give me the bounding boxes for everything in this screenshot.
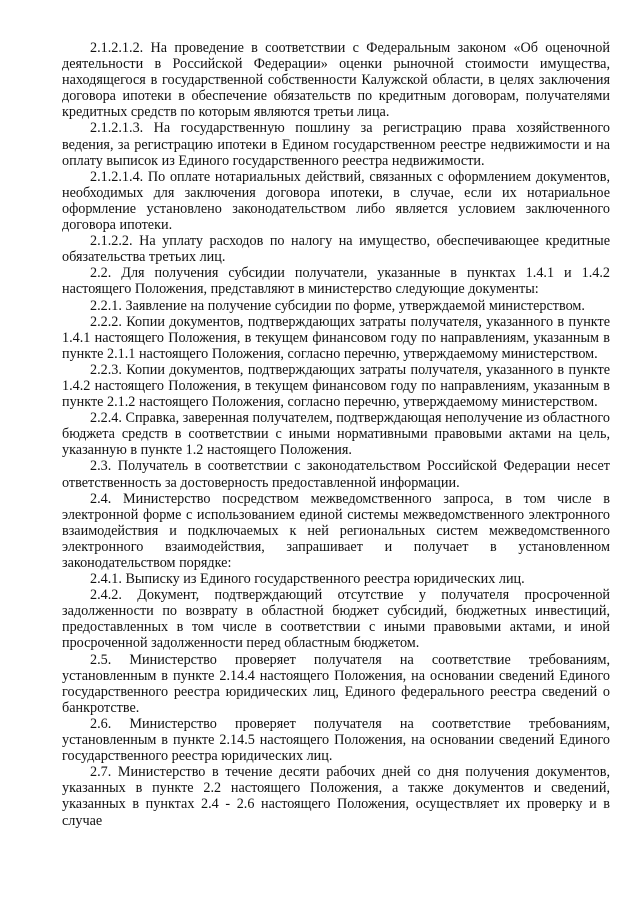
- paragraph-2-5: 2.5. Министерство проверяет получателя на соответствие требованиям, установленным в пункте 2.14.4 настоящего Положения, на основании сведений Единого государственного реестра юридических лиц, Единого федерального реестра сведений о банкротстве.: [62, 651, 610, 716]
- paragraph-2-4-1: 2.4.1. Выписку из Единого государственного реестра юридических лиц.: [90, 571, 525, 588]
- paragraph-2-2-1: 2.2.1. Заявление на получение субсидии по форме, утверждаемой министерством.: [90, 297, 585, 314]
- paragraph-2-1-2-1-3: 2.1.2.1.3. На государственную пошлину за регистрацию права хозяйственного ведения, за регистрацию ипотеки в Едином государственном реестре недвижимости и на оплату выписок из Единого государственного реестра недвижимости.: [62, 120, 610, 169]
- paragraph-2-6: 2.6. Министерство проверяет получателя на соответствие требованиям, установленным в пункте 2.14.5 настоящего Положения, на основании сведений Единого государственного реестра юридических лиц.: [62, 715, 610, 765]
- paragraph-2-2: 2.2. Для получения субсидии получатели, указанные в пунктах 1.4.1 и 1.4.2 настоящего Положения, представляют в министерство следующие документы:: [62, 265, 610, 298]
- paragraph-2-1-2-1-2: 2.1.2.1.2. На проведение в соответствии с Федеральным законом «Об оценочной деятельности в Российской Федерации» оценки рыночной стоимости имущества, находящегося в государственной собственности Калужской области, в целях заключения договора ипотеки в обеспечение обязательств по кредитным договорам, получателями кредитных средств по которым являются третьи лица.: [62, 40, 610, 121]
- paragraph-2-2-2: 2.2.2. Копии документов, подтверждающих затраты получателя, указанного в пункте 1.4.1 настоящего Положения, в текущем финансовом году по направлениям, указанным в пункте 2.1.1 настоящего Положения, согласно перечню, утверждаемому министерством.: [62, 313, 610, 362]
- paragraph-2-2-4: 2.2.4. Справка, заверенная получателем, подтверждающая неполучение из областного бюджета средств в соответствии с иными нормативными правовыми актами на цель, указанную в пункте 1.2 настоящего Положения.: [62, 410, 610, 459]
- paragraph-2-4: 2.4. Министерство посредством межведомственного запроса, в том числе в электронной форме с использованием единой системы межведомственного электронного взаимодействия и подключаемых к ней региональных систем межведомственного электронного взаимодействия, запрашивает и получает в установленном законодательством порядке:: [62, 490, 610, 571]
- paragraph-2-7: 2.7. Министерство в течение десяти рабочих дней со дня получения документов, указанных в пункте 2.2 настоящего Положения, а также документов и сведений, указанных в пунктах 2.4 - 2.6 настоящего Положения, осуществляет их проверку и в случае: [62, 764, 610, 829]
- paragraph-2-1-2-1-4: 2.1.2.1.4. По оплате нотариальных действий, связанных с оформлением документов, необходимых для заключения договора ипотеки, в случае, если их нотариальное оформление установлено законодательством либо является условием заключенного договора ипотеки.: [62, 168, 610, 234]
- paragraph-2-2-3: 2.2.3. Копии документов, подтверждающих затраты получателя, указанного в пункте 1.4.2 настоящего Положения, в текущем финансовом году по направлениям, указанным в пункте 2.1.2 настоящего Положения, согласно перечню, утверждаемому министерством.: [62, 361, 610, 411]
- document-page: [62, 40, 610, 829]
- paragraph-2-4-2: 2.4.2. Документ, подтверждающий отсутствие у получателя просроченной задолженности по возврату в областной бюджет субсидий, бюджетных инвестиций, предоставленных в том числе в соответствии с иными правовыми актами, и иной просроченной задолженности перед областным бюджетом.: [62, 587, 610, 652]
- paragraph-2-3: 2.3. Получатель в соответствии с законодательством Российской Федерации несет ответственность за достоверность предоставленной информации.: [62, 458, 610, 491]
- paragraph-2-1-2-2: 2.1.2.2. На уплату расходов по налогу на имущество, обеспечивающее кредитные обязательства третьих лиц.: [62, 233, 610, 266]
